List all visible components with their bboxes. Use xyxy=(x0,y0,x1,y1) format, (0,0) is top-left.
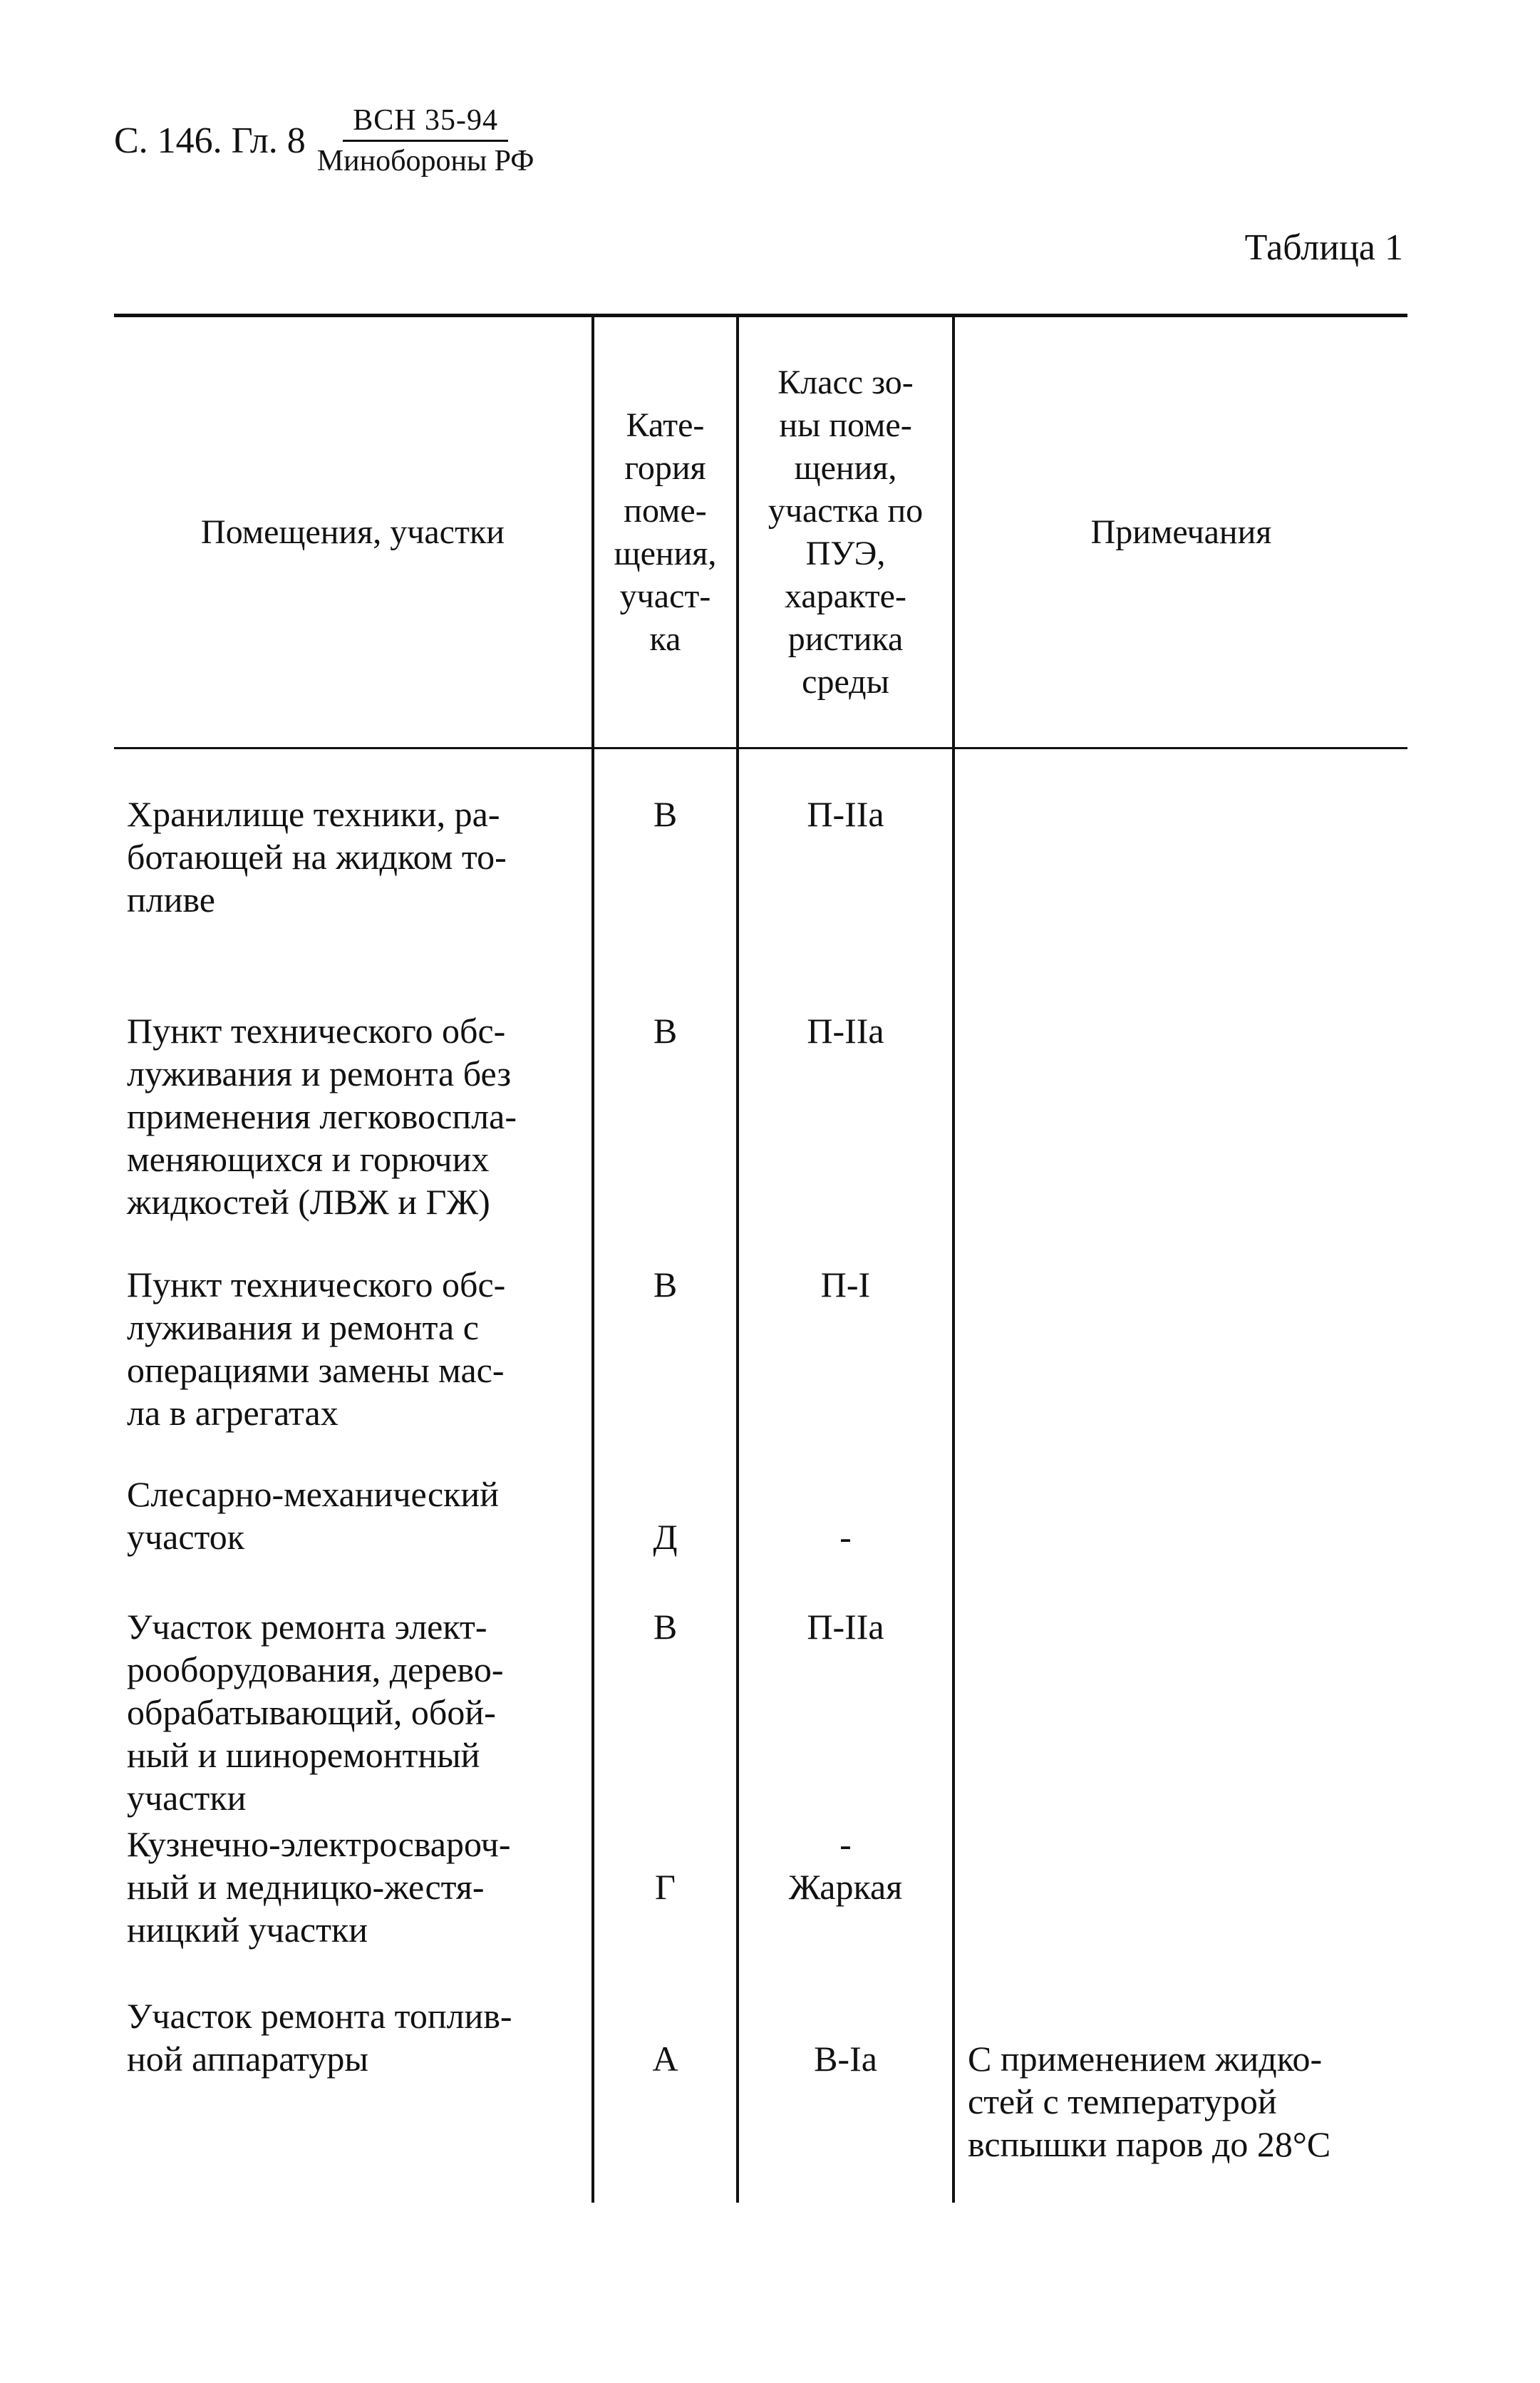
table-caption: Таблица 1 xyxy=(1244,227,1403,268)
category-cell: В xyxy=(653,1265,678,1304)
table-header-rule xyxy=(114,747,1407,749)
table-row xyxy=(114,1263,1407,1506)
page-reference: С. 146. Гл. 8 xyxy=(114,120,306,161)
room-cell: Участок ремонта топлив- ной аппаратуры xyxy=(127,1996,512,2079)
room-cell: Кузнечно-электросвароч- ный и медницко-жестя- ницкий участки xyxy=(127,1824,511,1950)
category-cell: В xyxy=(653,794,678,834)
column-header-zone-class: Класс зо- ны поме- щения, участка по ПУЭ, характе- ристика среды xyxy=(768,363,924,701)
document-organization: Минобороны РФ xyxy=(316,145,534,177)
document-code: ВСН 35-94 xyxy=(343,105,508,142)
table-row xyxy=(114,1605,1407,1848)
zone-cell: В-Iа xyxy=(814,2039,877,2079)
category-cell: Д xyxy=(653,1517,678,1557)
zone-cell: П-IIа xyxy=(807,794,884,834)
room-cell: Хранилище техники, ра- ботающей на жидком то- пливе xyxy=(127,794,507,920)
category-cell: Г xyxy=(655,1867,676,1907)
column-header-category: Кате- гория поме- щения, участ- ка xyxy=(614,406,717,658)
room-cell: Слесарно-механический участок xyxy=(127,1474,499,1557)
column-header-notes: Примечания xyxy=(1090,513,1272,551)
table-row xyxy=(114,1995,1407,2237)
category-cell: В xyxy=(653,1607,678,1647)
zone-cell: - xyxy=(839,1517,852,1557)
room-cell: Пункт технического обс- луживания и ремонта с операциями замены мас- ла в агрегатах xyxy=(127,1265,506,1433)
zone-cell: П-IIа xyxy=(807,1011,884,1051)
column-header-rooms: Помещения, участки xyxy=(201,513,505,551)
zone-cell: П-IIа xyxy=(807,1607,884,1647)
note-cell: С применением жидко- стей с температурой вспышки паров до 28°С xyxy=(968,2039,1331,2164)
document-designation xyxy=(317,105,534,176)
table-row xyxy=(114,793,1407,1035)
category-cell: В xyxy=(653,1011,678,1051)
zone-cell: - Жаркая xyxy=(788,1824,903,1907)
room-cell: Пункт технического обс- луживания и ремонта без применения легковоспла- меняющихся и горючих жидкостей (ЛВЖ и ГЖ) xyxy=(127,1011,517,1222)
zone-cell: П-I xyxy=(820,1265,871,1304)
table-row xyxy=(114,1009,1407,1252)
room-cell: Участок ремонта элект- рооборудования, дерево- обрабатывающий, обой- ный и шиноремонтный участки xyxy=(127,1607,504,1818)
running-header xyxy=(114,105,534,176)
category-cell: А xyxy=(652,2039,678,2079)
